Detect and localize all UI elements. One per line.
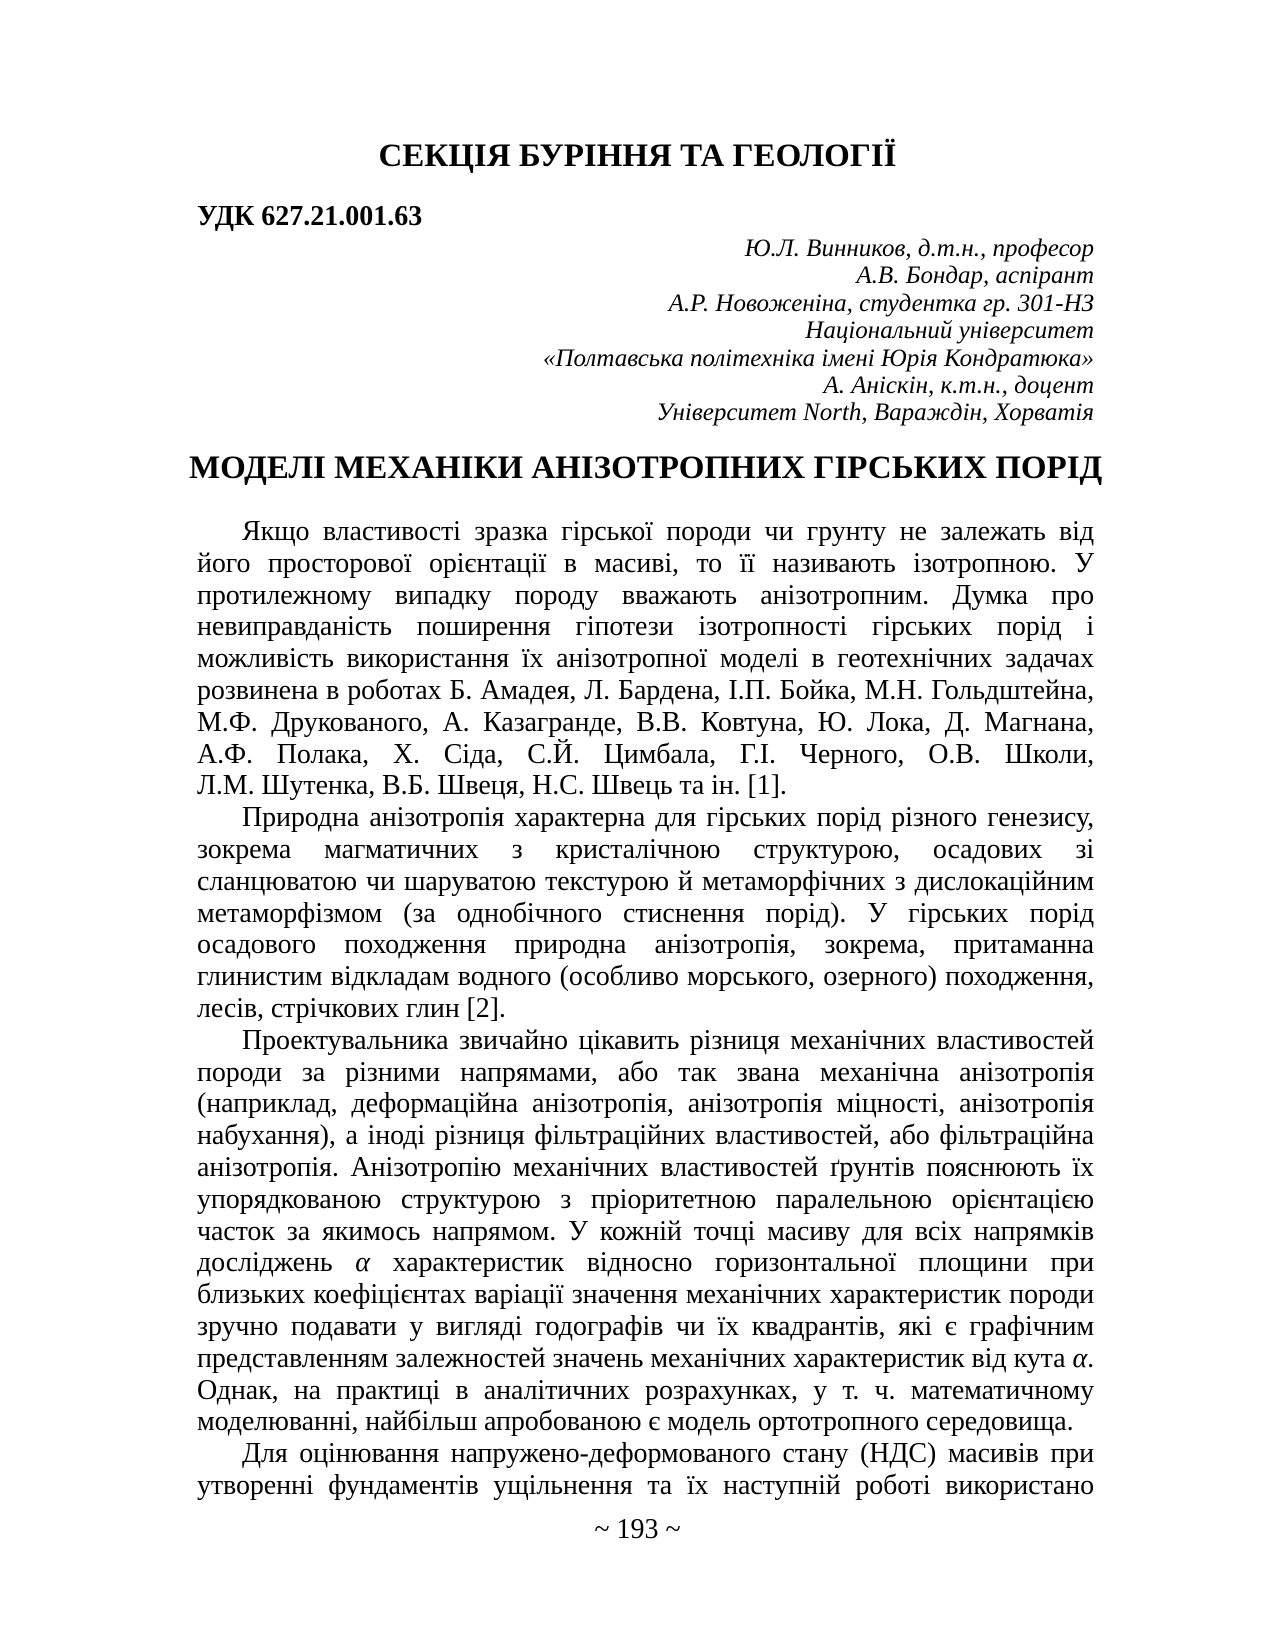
text-segment: А.Ф. Полака, Х. Сіда, С.Й. Цимбала, Г.І. Черного, О.В. Школи, [197, 738, 1094, 770]
text-segment: набухання), а іноді різниця фільтраційних властивостей, або фільтраційна [197, 1120, 1094, 1152]
body-text [197, 516, 1094, 1502]
text-line [197, 1247, 1094, 1279]
text-line [197, 707, 1094, 739]
text-segment: Якщо властивості зразка гірської породи чи грунту не залежать від [242, 516, 1094, 547]
author-line: А.В. Бондар, аспірант [856, 262, 1094, 290]
text-segment: Однак, на практиці в аналітичних розрахунках, у т. ч. математичному [197, 1374, 1094, 1406]
author-line: Ю.Л. Винников, д.т.н., професор [744, 235, 1094, 262]
text-segment: анізотропія. Анізотропію механічних властивостей ґрунтів пояснюють їх [197, 1151, 1094, 1183]
text-segment: упорядкованою структурою з пріоритетною паралельною орієнтацією [197, 1183, 1094, 1215]
text-segment: зручно подавати у вигляді годографів чи їх квадрантів, які є графічним [197, 1310, 1094, 1342]
text-line [197, 834, 1094, 866]
text-line [197, 866, 1094, 898]
text-line [197, 675, 1094, 707]
text-segment: характеристик відносно горизонтальної площини при [369, 1247, 1094, 1279]
text-segment: представленням залежностей значень механічних характеристик від кута [197, 1342, 1073, 1374]
author-line: Національний університет [805, 317, 1094, 345]
text-line [197, 739, 1094, 771]
text-line [197, 611, 1094, 643]
udc-code: УДК 627.21.001.63 [197, 201, 423, 232]
text-segment: можливість використання їх анізотропної моделі в геотехнічних задачах [197, 643, 1094, 675]
text-segment: досліджень [197, 1247, 356, 1279]
text-segment: його просторової орієнтації в масиві, то її називають ізотропною. У [197, 547, 1094, 579]
text-line [197, 993, 1094, 1025]
text-segment: Для оцінювання напружено-деформованого стану (НДС) масивів при [242, 1438, 1094, 1470]
greek-alpha-symbol: α [355, 1247, 370, 1279]
article-title: МОДЕЛІ МЕХАНІКИ АНІЗОТРОПНИХ ГІРСЬКИХ ПОРІД [189, 450, 1103, 486]
text-segment: метаморфізмом (за однобічного стиснення порід). У гірських порід [197, 897, 1094, 929]
text-segment: Природна анізотропія характерна для гірських порід різного генезису, [242, 802, 1094, 834]
text-segment: близьких коефіцієнтах варіації значення механічних характеристик породи [197, 1279, 1094, 1311]
text-segment: осадового походження природна анізотропія, зокрема, притаманна [197, 929, 1094, 961]
text-line [197, 1375, 1094, 1407]
text-line [197, 548, 1094, 580]
text-line [197, 643, 1094, 675]
text-line [197, 580, 1094, 612]
text-segment: (наприклад, деформаційна анізотропія, анізотропія міцності, анізотропія [197, 1088, 1094, 1120]
text-segment: невиправданість поширення гіпотези ізотропності гірських порід і [197, 611, 1094, 643]
section-title: СЕКЦІЯ БУРІННЯ ТА ГЕОЛОГІЇ [378, 138, 897, 174]
text-line [197, 1025, 1094, 1057]
text-line [197, 898, 1094, 930]
text-segment: зокрема магматичних з кристалічною структурою, осадових зі [197, 833, 1094, 865]
text-segment: моделюванні, найбільш апробованою є модель ортотропного середовища. [197, 1406, 1074, 1438]
page-number: ~ 193 ~ [594, 1514, 681, 1545]
text-line [197, 516, 1094, 548]
text-segment: розвинена в роботах Б. Амадея, Л. Бардена, І.П. Бойка, М.Н. Гольдштейна, [197, 674, 1094, 706]
text-segment: протилежному випадку породу вважають анізотропним. Думка про [197, 579, 1094, 611]
text-line [197, 929, 1094, 961]
greek-alpha-symbol: α [1072, 1342, 1088, 1374]
author-line: А.Р. Новоженіна, студентка гр. 301-НЗ [668, 289, 1094, 317]
authors-block [197, 235, 1094, 427]
text-line [197, 770, 1094, 802]
author-line: А. Аніскін, к.т.н., доцент [823, 372, 1094, 400]
text-line [197, 1184, 1094, 1216]
text-segment: сланцюватою чи шаруватою текстурою й метаморфічних з дислокаційним [197, 865, 1094, 897]
text-line [197, 1279, 1094, 1311]
text-segment: М.Ф. Друкованого, А. Казагранде, В.В. Ковтуна, Ю. Лока, Д. Магнана, [197, 706, 1094, 738]
text-segment: Проектувальника звичайно цікавить різниця механічних властивостей [242, 1024, 1094, 1056]
text-segment: Л.М. Шутенка, В.Б. Швеця, Н.С. Швець та ін. [1]. [197, 770, 787, 802]
text-segment: лесів, стрічкових глин [2]. [197, 992, 506, 1024]
text-line [197, 1088, 1094, 1120]
text-segment: породи за різними напрямами, або так звана механічна анізотропія [197, 1056, 1094, 1088]
text-line [197, 1152, 1094, 1184]
text-line [197, 1216, 1094, 1248]
text-line [197, 1311, 1094, 1343]
text-line [197, 1343, 1094, 1375]
text-segment: утворенні фундаментів ущільнення та їх наступній роботі використано [197, 1469, 1094, 1501]
text-line [197, 961, 1094, 993]
text-line [197, 1438, 1094, 1470]
text-segment: часток за якимось напрямом. У кожній точці масиву для всіх напрямків [197, 1215, 1094, 1247]
text-line [197, 1470, 1094, 1502]
text-segment: глинистим відкладам водного (особливо морського, озерного) походження, [197, 961, 1094, 993]
text-line [197, 1406, 1094, 1438]
text-line [197, 802, 1094, 834]
author-line: «Полтавська політехніка імені Юрія Кондратюка» [543, 344, 1094, 372]
text-line [197, 1057, 1094, 1089]
text-line [197, 1120, 1094, 1152]
author-line: Університет North, Вараждін, Хорватія [656, 399, 1094, 427]
text-segment: . [1087, 1342, 1094, 1374]
